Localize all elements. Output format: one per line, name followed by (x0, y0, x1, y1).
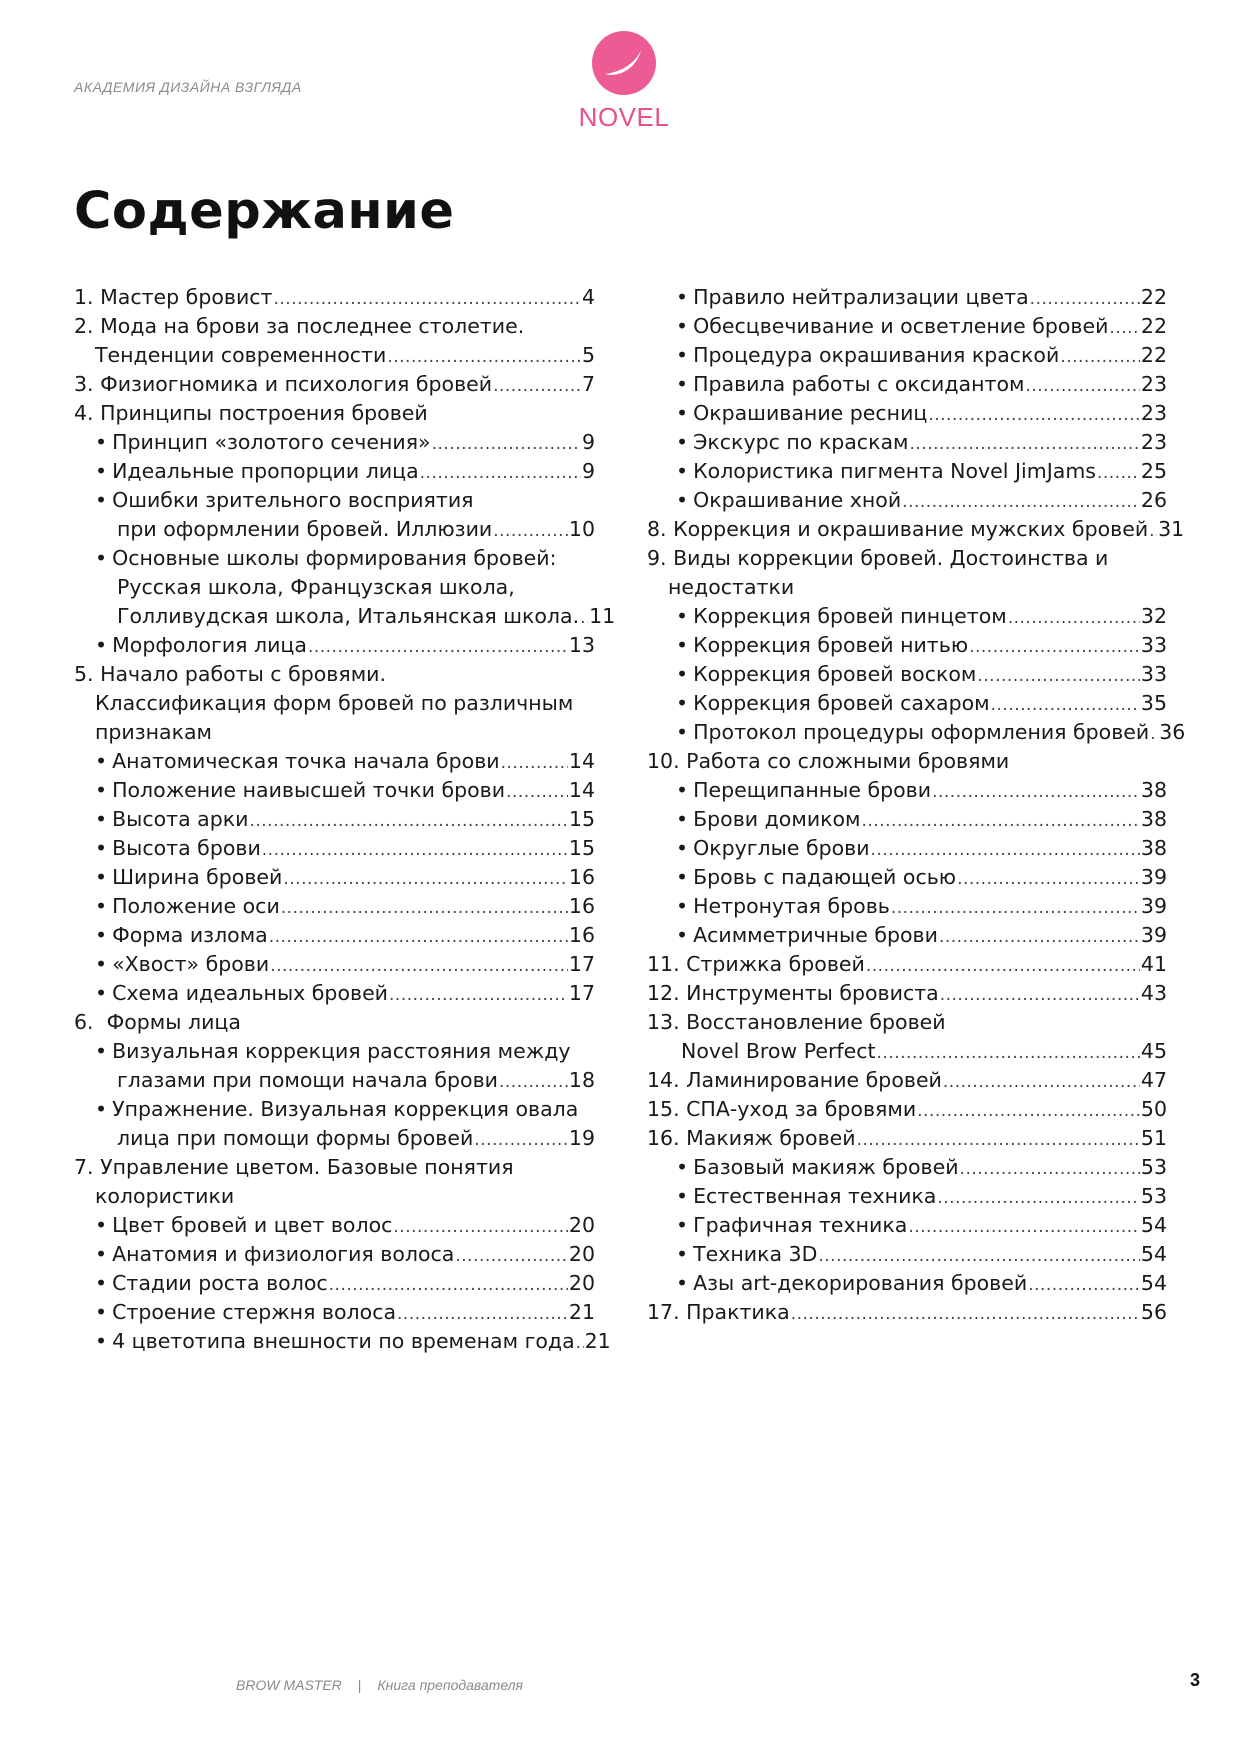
toc-entry: • Естественная техника ..... 53 (647, 1182, 1167, 1211)
toc-entry: • Колористика пигмента Novel JimJams ..... 25 (647, 457, 1167, 486)
toc-entry: колористики (95, 1184, 235, 1208)
toc-entry: • Перещипанные брови ..... 38 (647, 776, 1167, 805)
toc-entry: Классификация форм бровей по различным (95, 691, 574, 715)
toc-entry: признакам (95, 720, 213, 744)
page-title: Содержание (74, 182, 455, 241)
toc-entry: • Коррекция бровей сахаром ..... 35 (647, 689, 1167, 718)
toc-entry: 11. Стрижка бровей ..... 41 (647, 950, 1167, 979)
toc-entry: • Экскурс по краскам ..... 23 (647, 428, 1167, 457)
toc-entry: • Коррекция бровей нитью ..... 33 (647, 631, 1167, 660)
toc-entry: • Округлые брови ..... 38 (647, 834, 1167, 863)
toc-entry: • Бровь с падающей осью ..... 39 (647, 863, 1167, 892)
toc-entry: • Обесцвечивание и осветление бровей ..... 22 (647, 312, 1167, 341)
toc-entry: 13. Восстановление бровей (647, 1010, 946, 1034)
toc-entry: • Правила работы с оксидантом ..... 23 (647, 370, 1167, 399)
toc-entry: • Принцип «золотого сечения» ..... 9 (74, 428, 595, 457)
toc-entry: при оформлении бровей. Иллюзии ..... 10 (74, 515, 595, 544)
toc-entry: • Морфология лица ..... 13 (74, 631, 595, 660)
toc-entry: • Схема идеальных бровей ..... 17 (74, 979, 595, 1008)
footer-subtitle: Книга преподавателя (377, 1677, 524, 1693)
toc-entry: • Основные школы формирования бровей: (95, 546, 557, 570)
page-footer (236, 1677, 523, 1693)
toc-entry: Тенденции современности ..... 5 (74, 341, 595, 370)
toc-entry: • Ошибки зрительного восприятия (95, 488, 474, 512)
toc-entry: • Брови домиком ..... 38 (647, 805, 1167, 834)
toc-entry: • Стадии роста волос ..... 20 (74, 1269, 595, 1298)
toc-entry: • Процедура окрашивания краской ..... 22 (647, 341, 1167, 370)
toc-entry: 8. Коррекция и окрашивание мужских бровей ..... 31 (647, 515, 1167, 544)
footer-book-title: BROW MASTER (236, 1677, 342, 1693)
toc-entry: • Идеальные пропорции лица ..... 9 (74, 457, 595, 486)
toc-entry: глазами при помощи начала брови ..... 18 (74, 1066, 595, 1095)
toc-entry: • Азы art-декорирования бровей ..... 54 (647, 1269, 1167, 1298)
toc-entry: 16. Макияж бровей ..... 51 (647, 1124, 1167, 1153)
toc-entry: Голливудская школа, Итальянская школа. ..... 11 (74, 602, 595, 631)
toc-entry: 7. Управление цветом. Базовые понятия (74, 1155, 514, 1179)
toc-entry: • Базовый макияж бровей ..... 53 (647, 1153, 1167, 1182)
toc-entry: 6. Формы лица (74, 1010, 241, 1034)
toc-entry: Novel Brow Perfect ..... 45 (647, 1037, 1167, 1066)
toc-entry: • Нетронутая бровь ..... 39 (647, 892, 1167, 921)
toc-entry: • Высота арки ..... 15 (74, 805, 595, 834)
page-number: 3 (1190, 1670, 1201, 1690)
toc-entry: 3. Физиогномика и психология бровей ..... 7 (74, 370, 595, 399)
toc-entry: • Анатомическая точка начала брови ..... 14 (74, 747, 595, 776)
toc-entry: • Окрашивание хной ..... 26 (647, 486, 1167, 515)
toc-entry: • Форма излома ..... 16 (74, 921, 595, 950)
toc-entry: • Упражнение. Визуальная коррекция овала (95, 1097, 579, 1121)
toc-entry: 4. Принципы построения бровей (74, 401, 428, 425)
toc-entry: • Окрашивание ресниц ..... 23 (647, 399, 1167, 428)
toc-entry: • Визуальная коррекция расстояния между (95, 1039, 571, 1063)
toc-entry: • Анатомия и физиология волоса ..... 20 (74, 1240, 595, 1269)
toc-entry: • Цвет бровей и цвет волос ..... 20 (74, 1211, 595, 1240)
toc-entry: 10. Работа со сложными бровями (647, 749, 1010, 773)
toc-left-column (74, 283, 616, 1356)
toc-entry: 14. Ламинирование бровей ..... 47 (647, 1066, 1167, 1095)
toc-entry: 12. Инструменты бровиста ..... 43 (647, 979, 1167, 1008)
toc-entry: недостатки (668, 575, 795, 599)
toc-entry: 15. СПА-уход за бровями ..... 50 (647, 1095, 1167, 1124)
toc-entry: • Положение оси ..... 16 (74, 892, 595, 921)
toc-entry: • Графичная техника ..... 54 (647, 1211, 1167, 1240)
toc-entry: • Асимметричные брови ..... 39 (647, 921, 1167, 950)
toc-entry: • Коррекция бровей воском ..... 33 (647, 660, 1167, 689)
toc-entry: Русская школа, Французская школа, (117, 575, 515, 599)
toc-entry: • Правило нейтрализации цвета ..... 22 (647, 283, 1167, 312)
toc-entry: • Протокол процедуры оформления бровей ..... 36 (647, 718, 1167, 747)
toc-entry: 5. Начало работы с бровями. (74, 662, 386, 686)
toc-entry: • «Хвост» брови ..... 17 (74, 950, 595, 979)
toc-entry: • Положение наивысшей точки брови ..... 14 (74, 776, 595, 805)
toc-entry: • Ширина бровей ..... 16 (74, 863, 595, 892)
toc-entry: 17. Практика ..... 56 (647, 1298, 1167, 1327)
academy-name: АКАДЕМИЯ ДИЗАЙНА ВЗГЛЯДА (74, 79, 302, 95)
footer-separator: | (357, 1677, 362, 1693)
logo-text: NOVEL (578, 102, 670, 132)
toc-entry: 2. Мода на брови за последнее столетие. (74, 314, 525, 338)
toc-entry: • 4 цветотипа внешности по временам года ..... 21 (74, 1327, 595, 1356)
novel-logo-icon (591, 30, 657, 96)
toc-entry: • Коррекция бровей пинцетом ..... 32 (647, 602, 1167, 631)
toc-entry: • Строение стержня волоса ..... 21 (74, 1298, 595, 1327)
toc-entry: лица при помощи формы бровей ..... 19 (74, 1124, 595, 1153)
toc-entry: 1. Мастер бровист ..... 4 (74, 283, 595, 312)
novel-logo (576, 30, 672, 133)
toc-entry: 9. Виды коррекции бровей. Достоинства и (647, 546, 1109, 570)
toc-entry: • Техника 3D ..... 54 (647, 1240, 1167, 1269)
toc-right-column (647, 283, 1186, 1327)
toc-entry: • Высота брови ..... 15 (74, 834, 595, 863)
